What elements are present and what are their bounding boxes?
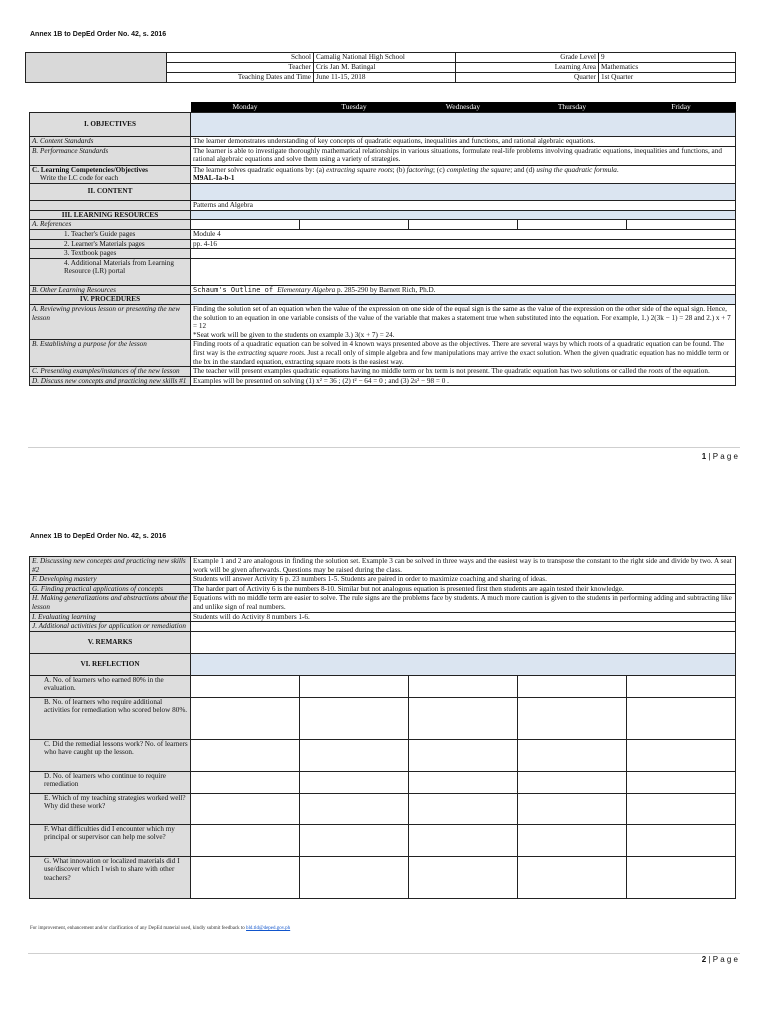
other-resources-text [191, 285, 736, 295]
proc-a-label: A. Reviewing previous lesson or presenting the new lesson [30, 304, 191, 339]
reflection-c-cell [300, 739, 409, 771]
area-value: Mathematics [599, 63, 736, 73]
day-monday: Monday [191, 102, 300, 113]
proc-b-text-1: Finding roots of a quadratic equation can be solved in 4 known ways presented above as the objectives. There are several ways by which roots of a quadratic equation can be found. The first way is the [193, 340, 725, 357]
proc-b-text-2: extracting square roots [237, 348, 304, 357]
textbook-pages-value [191, 249, 736, 259]
performance-standards-text: The learner is able to investigate thoroughly mathematical relationships in various situations, formulate real-life problems involving quadratic equations, inequalities and functions, and rational algebraic equations and solve them using a variety of strategies. [191, 146, 736, 165]
lm-pages-label: 2. Learner's Materials pages [30, 239, 191, 249]
reflection-c-cell [191, 739, 300, 771]
quarter-label: Quarter [456, 73, 599, 83]
competencies-sub: Write the LC code for each [40, 174, 119, 183]
lc-text-a: The learner solves quadratic equations by: (a) [193, 165, 327, 174]
remarks-heading: V. REMARKS [30, 631, 191, 653]
reflection-g-cell [191, 856, 300, 898]
feedback-text: For improvement, enhancement and/or clarification of any DepEd material used, kindly submit feedback to [30, 926, 247, 931]
proc-i-label: I. Evaluating learning [30, 612, 191, 622]
resources-band [191, 210, 736, 220]
day-friday: Friday [627, 102, 736, 113]
proc-c-text-3: of the equation. [663, 367, 710, 376]
reflection-a-cell [627, 675, 736, 697]
reflection-g-label: G. What innovation or localized materials did I use/discover which I wish to share with other teachers? [30, 856, 191, 898]
reflection-g-cell [300, 856, 409, 898]
quarter-value: 1st Quarter [599, 73, 736, 83]
reflection-g-cell [627, 856, 736, 898]
ref-cell-1 [191, 220, 300, 230]
competencies-label-text: C. Learning Competencies/Objectives [32, 165, 148, 174]
objectives-heading: I. OBJECTIVES [30, 113, 191, 137]
procedures-heading: IV. PROCEDURES [30, 295, 191, 305]
proc-c-label: C. Presenting examples/instances of the new lesson [30, 367, 191, 377]
reflection-b-cell [518, 697, 627, 739]
page1-number [702, 452, 738, 461]
reflection-e-cell [518, 793, 627, 824]
reflection-band [191, 653, 736, 675]
reflection-f-cell [409, 824, 518, 856]
proc-g-label: G. Finding practical applications of concepts [30, 584, 191, 594]
reflection-a-cell [409, 675, 518, 697]
content-band [191, 183, 736, 200]
lc-text-f: completing the square [446, 165, 511, 174]
proc-d-label: D. Discuss new concepts and practicing new skills #1 [30, 376, 191, 386]
page1-word: | P a g e [708, 452, 738, 461]
reflection-g-cell [409, 856, 518, 898]
proc-b-text [191, 340, 736, 367]
reflection-e-cell [409, 793, 518, 824]
reflection-f-label: F. What difficulties did I encounter which my principal or supervisor can help me solve? [30, 824, 191, 856]
other-resources-b: Elementary Algebra [277, 285, 336, 294]
lc-text-e: ; (c) [433, 165, 447, 174]
proc-a-text-1: Finding the solution set of an equation when the value of the expression on one side of the equal sign is the same as the value of the expression on the other side of the equal sign. Hence, the solution to an equation in one variable consists of the value of the variable that makes a statement true when substituted into the equation. For example, 1.) 2(3k − 1) = 28 and 2.) x + 7 = 12 [193, 304, 731, 331]
reflection-b-cell [300, 697, 409, 739]
proc-e-text: Example 1 and 2 are analogous in finding the solution set. Example 3 can be solved in three ways and the easiest way is to transpose the constant to the right side and divide by two. A seat work will be given afterwards. Questions may be raised during the class. [191, 557, 736, 575]
day-thursday: Thursday [518, 102, 627, 113]
proc-h-label: H. Making generalizations and abstractions about the lesson [30, 594, 191, 612]
content-heading: II. CONTENT [30, 183, 191, 200]
reflection-e-cell [627, 793, 736, 824]
reflection-b-cell [191, 697, 300, 739]
other-resources-a: Schaum's Outline of [193, 285, 278, 294]
page2-number-value: 2 [701, 955, 707, 964]
reflection-c-cell [518, 739, 627, 771]
additional-materials-value [191, 258, 736, 285]
reflection-d-label: D. No. of learners who continue to require remediation [30, 771, 191, 793]
reflection-e-cell [300, 793, 409, 824]
tg-pages-value: Module 4 [191, 229, 736, 239]
lc-code: M9AL-Ia-b-1 [193, 174, 235, 183]
day-wednesday: Wednesday [409, 102, 518, 113]
days-row [30, 102, 736, 113]
reflection-d-cell [300, 771, 409, 793]
reflection-d-cell [627, 771, 736, 793]
resources-heading: III. LEARNING RESOURCES [30, 210, 191, 220]
dates-value: June 11-15, 2018 [314, 73, 456, 83]
header-table [25, 52, 736, 83]
proc-i-text: Students will do Activity 8 numbers 1-6. [191, 612, 736, 622]
proc-f-label: F. Developing mastery [30, 575, 191, 585]
reflection-a-cell [191, 675, 300, 697]
reflection-a-cell [518, 675, 627, 697]
page2-number [702, 955, 738, 964]
reflection-e-label: E. Which of my teaching strategies worked well? Why did these work? [30, 793, 191, 824]
plan-table-page2 [29, 556, 736, 899]
proc-c-text [191, 367, 736, 377]
textbook-pages-label: 3. Textbook pages [30, 249, 191, 259]
other-resources-c: p. 285-290 by Barnett Rich, Ph.D. [335, 285, 436, 294]
ref-cell-3 [409, 220, 518, 230]
annex-title-page2: Annex 1B to DepEd Order No. 42, s. 2016 [30, 533, 167, 540]
annex-title: Annex 1B to DepEd Order No. 42, s. 2016 [30, 31, 167, 38]
reflection-d-cell [191, 771, 300, 793]
reflection-b-cell [627, 697, 736, 739]
reflection-c-label: C. Did the remedial lessons work? No. of learners who have caught up the lesson. [30, 739, 191, 771]
objectives-band [191, 113, 736, 137]
plan-table-page1 [29, 102, 736, 386]
proc-c-text-1: The teacher will present examples quadratic equations having no middle term or bx term is not present. The quadratic equation has two solutions or called the [193, 367, 649, 376]
reflection-f-cell [627, 824, 736, 856]
reflection-b-label: B. No. of learners who require additional activities for remediation who scored below 80%. [30, 697, 191, 739]
ref-cell-4 [518, 220, 627, 230]
feedback-email-link[interactable]: bld.tld@deped.gov.ph [246, 926, 291, 931]
grade-value: 9 [599, 53, 736, 63]
proc-j-label: J. Additional activities for application or remediation [30, 622, 191, 632]
reflection-d-cell [409, 771, 518, 793]
school-value: Camalig National High School [314, 53, 456, 63]
reflection-e-cell [191, 793, 300, 824]
remarks-value [191, 631, 736, 653]
page2-divider [28, 953, 740, 954]
proc-b-label: B. Establishing a purpose for the lesson [30, 340, 191, 367]
proc-d-text: Examples will be presented on solving (1) x² = 36 ; (2) t² − 64 = 0 ; and (3) 2s² − 98 = 0 . [191, 376, 736, 386]
header-blank [26, 53, 167, 83]
performance-standards-label: B. Performance Standards [30, 146, 191, 165]
tg-pages-label: 1. Teacher's Guide pages [30, 229, 191, 239]
additional-materials-label: 4. Additional Materials from Learning Resource (LR) portal [30, 258, 191, 285]
content-standards-label: A. Content Standards [30, 137, 191, 147]
proc-g-text: The harder part of Activity 6 is the numbers 8-10. Similar but not analogous equation is presented first then students are again tested their knowledge. [191, 584, 736, 594]
reflection-g-cell [518, 856, 627, 898]
proc-c-text-2: roots [648, 367, 664, 376]
feedback-note [30, 926, 290, 931]
days-blank [30, 102, 191, 113]
reflection-f-cell [300, 824, 409, 856]
content-label-blank [30, 200, 191, 210]
lc-text-h: using the quadratic formula [536, 165, 617, 174]
lm-pages-value: pp. 4-16 [191, 239, 736, 249]
lc-text-i: . [616, 165, 619, 174]
page1-number-value: 1 [701, 452, 707, 461]
proc-b-text-3: . Just a recall only of simple algebra and few manipulations may arrive the exact solution. When the given quadratic equation has no middle term or the bx in the standard equation, extracting square roots is the easiest way. [193, 348, 730, 366]
dates-label: Teaching Dates and Time [167, 73, 314, 83]
content-value: Patterns and Algebra [191, 200, 736, 210]
ref-cell-2 [300, 220, 409, 230]
proc-e-label: E. Discussing new concepts and practicing new skills #2 [30, 557, 191, 575]
proc-h-text: Equations with no middle term are easier to solve. The rule signs are the problems face by students. A much more caution is given to the students in performing adding and subtracting like and unlike sign of real numbers. [191, 594, 736, 612]
competencies-text [191, 165, 736, 183]
reflection-d-cell [518, 771, 627, 793]
lc-text-b: extracting square roots [326, 165, 393, 174]
other-resources-label: B. Other Learning Resources [30, 285, 191, 295]
lc-text-d: factoring [406, 165, 434, 174]
reflection-b-cell [409, 697, 518, 739]
school-label: School [167, 53, 314, 63]
lc-text-c: ; (b) [392, 165, 407, 174]
reflection-c-cell [627, 739, 736, 771]
reflection-f-cell [518, 824, 627, 856]
day-tuesday: Tuesday [300, 102, 409, 113]
proc-f-text: Students will answer Activity 6 p. 23 numbers 1-5. Students are paired in order to maximize coaching and sharing of ideas. [191, 575, 736, 585]
reflection-a-label: A. No. of learners who earned 80% in the evaluation. [30, 675, 191, 697]
teacher-value: Cris Jan M. Batingal [314, 63, 456, 73]
reflection-f-cell [191, 824, 300, 856]
competencies-label [30, 165, 191, 183]
proc-j-text [191, 622, 736, 632]
area-label: Learning Area [456, 63, 599, 73]
teacher-label: Teacher [167, 63, 314, 73]
procedures-band [191, 295, 736, 305]
reflection-a-cell [300, 675, 409, 697]
proc-a-text [191, 304, 736, 339]
lc-text-g: ; and (d) [510, 165, 537, 174]
page2-word: | P a g e [708, 955, 738, 964]
reflection-c-cell [409, 739, 518, 771]
reflection-heading: VI. REFLECTION [30, 653, 191, 675]
ref-cell-5 [627, 220, 736, 230]
references-label: A. References [30, 220, 191, 230]
grade-label: Grade Level [456, 53, 599, 63]
proc-a-text-2: *Seat work will be given to the students on example 3.) 3(x + 7) = 24. [193, 330, 395, 339]
page1-divider [28, 447, 740, 448]
content-standards-text: The learner demonstrates understanding of key concepts of quadratic equations, inequalities and functions, and rational algebraic equations. [191, 137, 736, 147]
